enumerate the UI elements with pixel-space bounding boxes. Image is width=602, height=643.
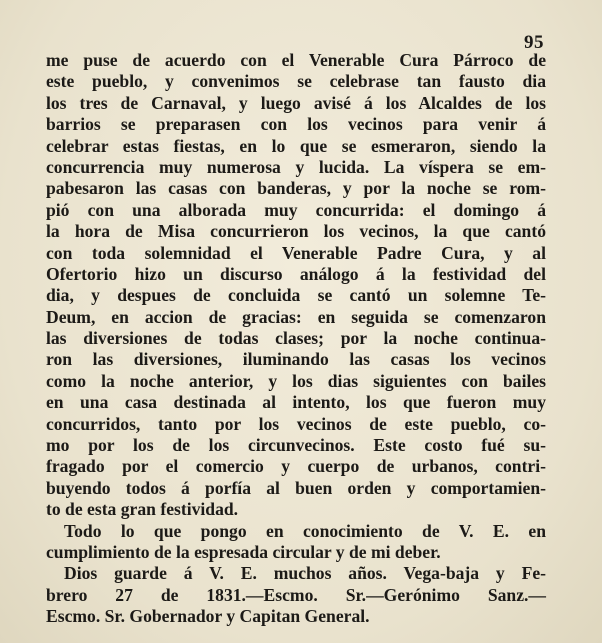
text-line: Ofertorio hizo un discurso análogo á la festividad del — [46, 263, 546, 284]
text-line: pabesaron las casas con banderas, y por la noche se rom- — [46, 178, 546, 199]
text-line: en una casa destinada al intento, los que fueron muy — [46, 392, 546, 413]
text-line: la hora de Misa concurrieron los vecinos, la que cantó — [46, 221, 546, 242]
closing-line: brero 27 de 1831.—Escmo. Sr.—Gerónimo Sanz.— — [46, 584, 546, 605]
text-line: barrios se preparasen con los vecinos para venir á — [46, 114, 546, 135]
closing-line: Escmo. Sr. Gobernador y Capitan General. — [46, 606, 370, 627]
text-line: Todo lo que pongo en conocimiento de V. E. en — [64, 520, 546, 541]
text-line: como la noche anterior, y los dias siguientes con bailes — [46, 370, 546, 391]
text-line: cumplimiento de la espresada circular y de mi deber. — [46, 541, 441, 562]
text-line: Deum, en accion de gracias: en seguida se comenzaron — [46, 306, 546, 327]
text-line: me puse de acuerdo con el Venerable Cura Párroco de — [46, 50, 546, 70]
text-line: buyendo todos á porfía al buen orden y comportamien- — [46, 477, 546, 498]
text-line: ron las diversiones, iluminando las casas los vecinos — [46, 349, 546, 370]
text-line: mo por los de los circunvecinos. Este costo fué su- — [46, 435, 546, 456]
body-text — [46, 50, 546, 628]
closing-line: Dios guarde á V. E. muchos años. Vega-baja y Fe- — [64, 563, 546, 584]
text-line: con toda solemnidad el Venerable Padre Cura, y al — [46, 242, 546, 263]
text-line: los tres de Carnaval, y luego avisé á los Alcaldes de los — [46, 92, 546, 113]
text-line: las diversiones de todas clases; por la noche continua- — [46, 328, 546, 349]
text-line: celebrar estas fiestas, en lo que se esmeraron, siendo la — [46, 135, 546, 156]
text-line: dia, y despues de concluida se cantó un solemne Te- — [46, 285, 546, 306]
text-line: concurridos, tanto por los vecinos de este pueblo, co- — [46, 413, 546, 434]
text-line: pió con una alborada muy concurrida: el domingo á — [46, 199, 546, 220]
text-line: to de esta gran festividad. — [46, 499, 239, 520]
text-line: este pueblo, y convenimos se celebrase tan fausto dia — [46, 71, 546, 92]
text-line: concurrencia muy numerosa y lucida. La víspera se em- — [46, 156, 546, 177]
page-number: 95 — [524, 32, 544, 53]
text-line: fragado por el comercio y cuerpo de urbanos, contri- — [46, 456, 546, 477]
